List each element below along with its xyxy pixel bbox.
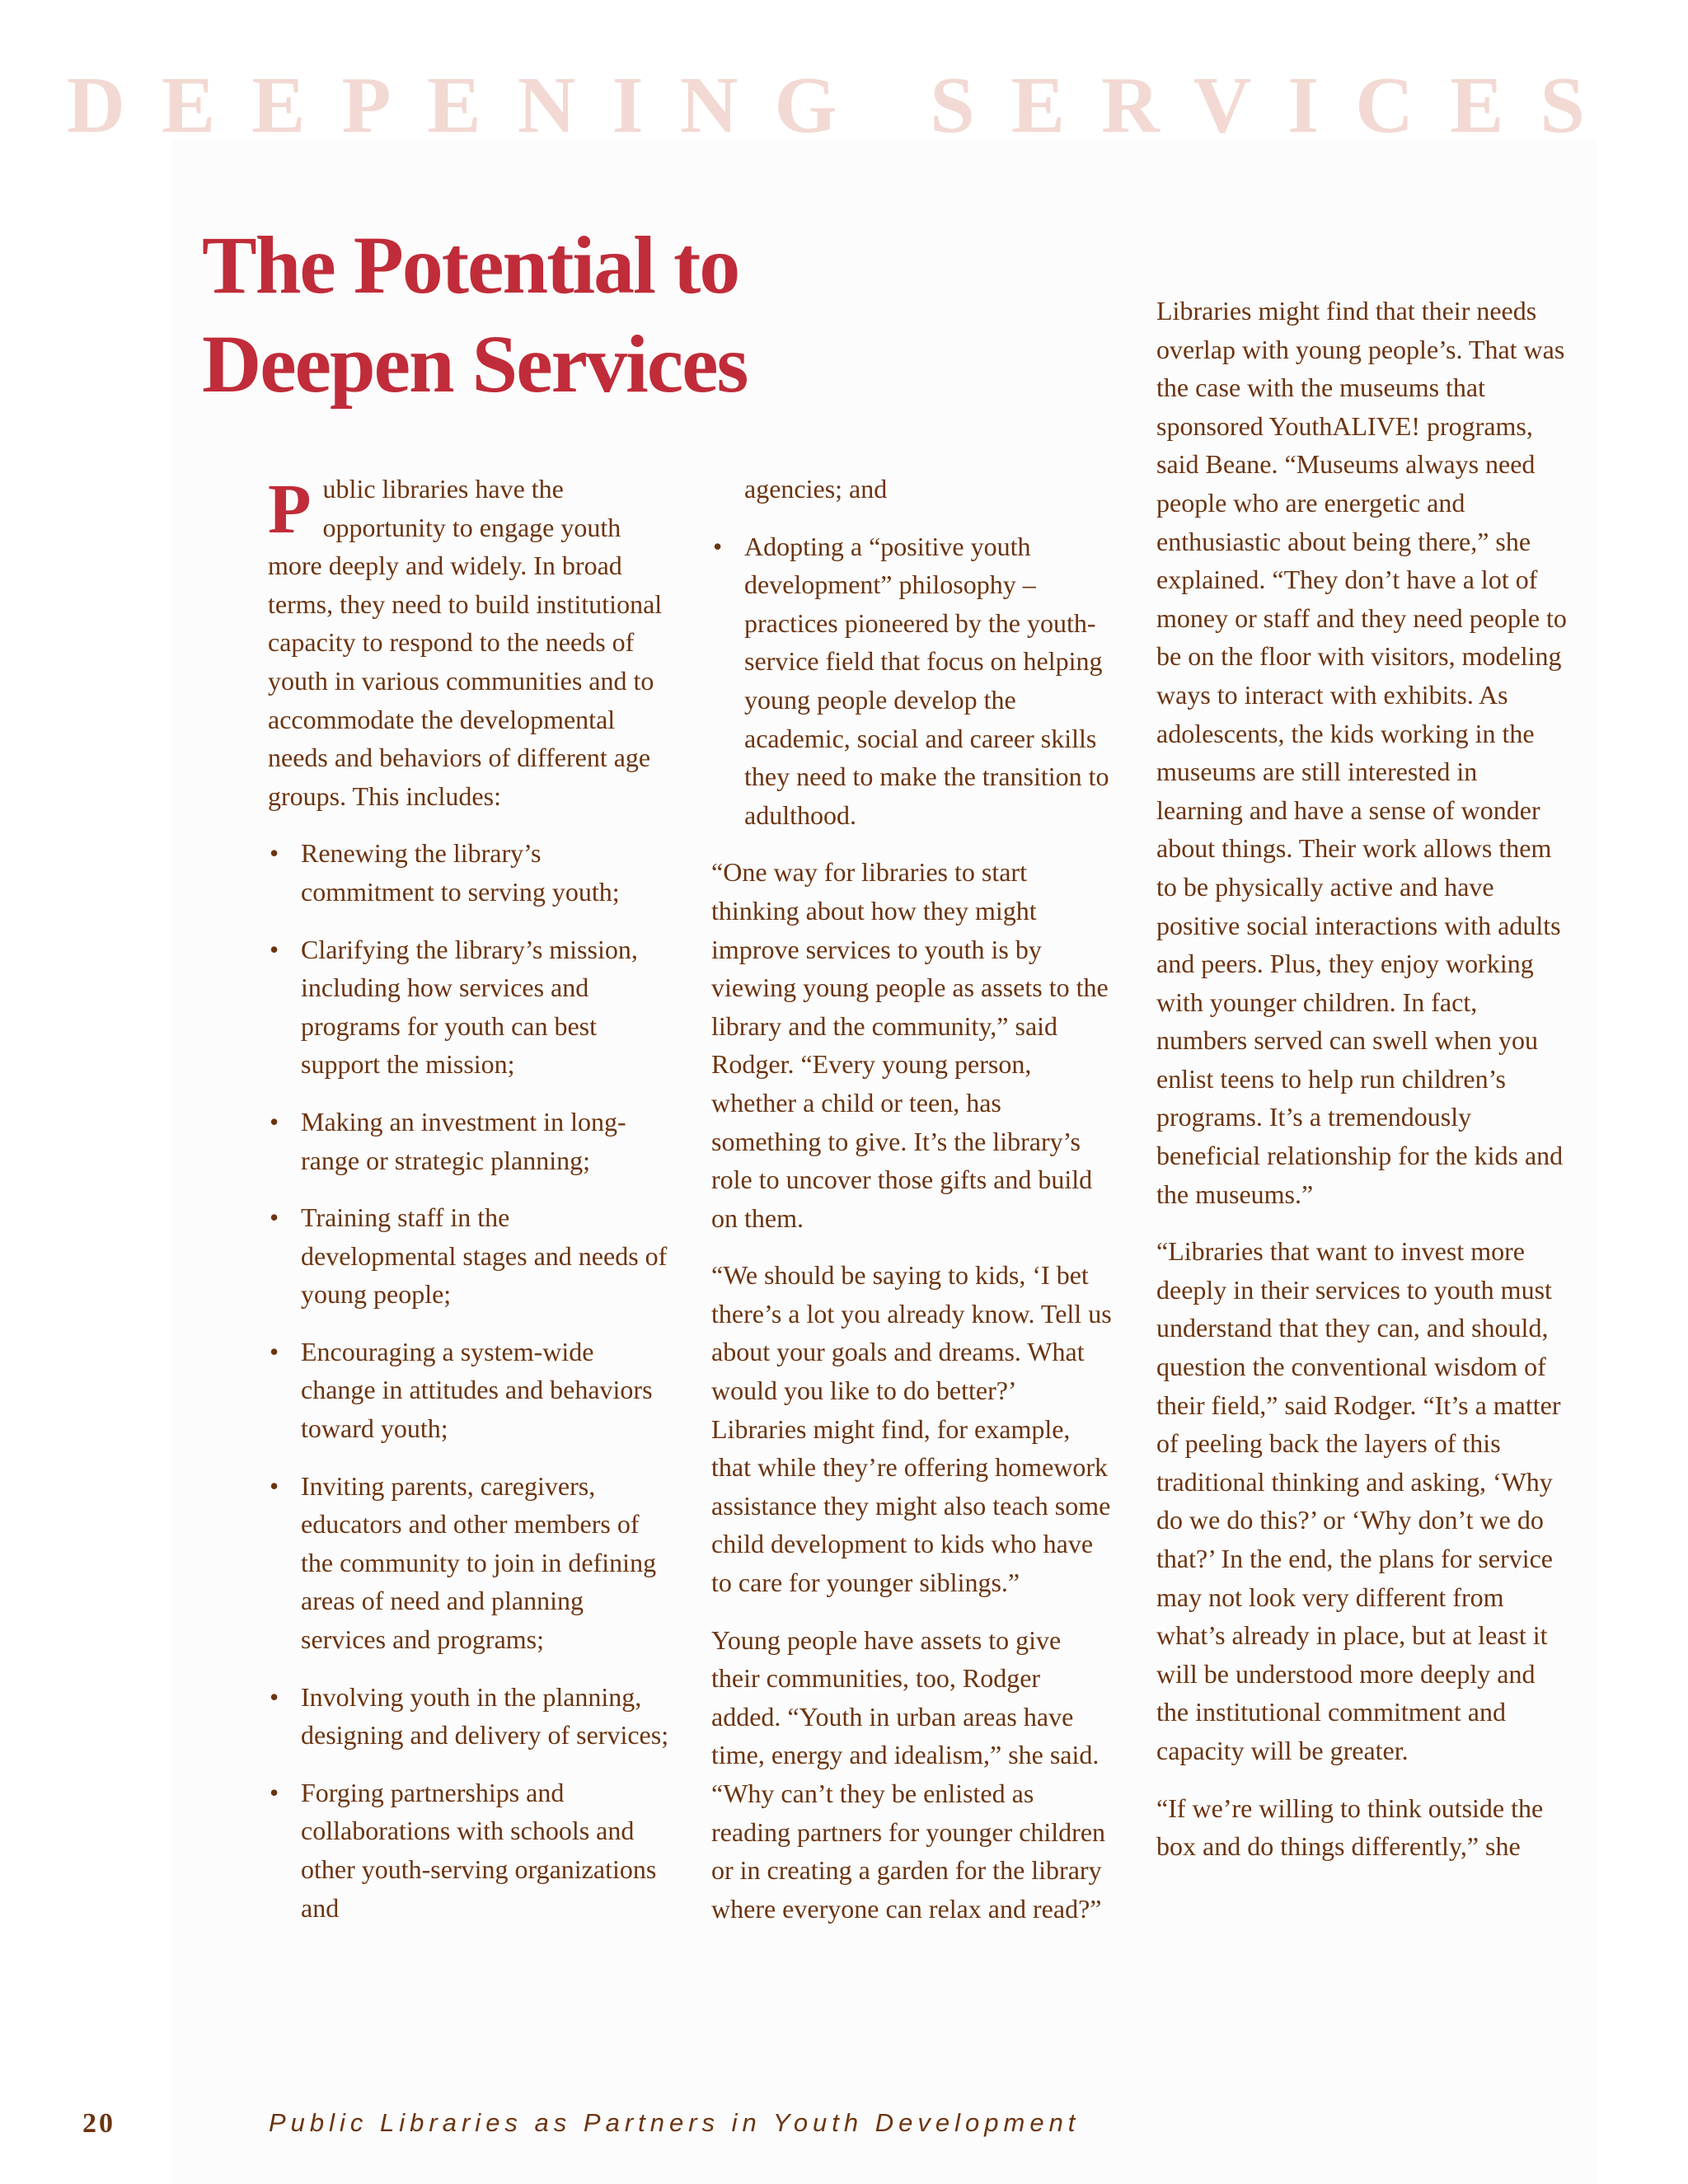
body-paragraph: Libraries might find that their needs overlap with young people’s. That was the case with the museums that sponsored YouthALIVE! programs, said Beane. “Museums always need people who are energetic and enthusiastic about being there,” she explained. “They don’t have a lot of money or staff and they need people to be on the floor with visitors, modeling ways to interact with exhibits. As adolescents, the kids working in the museums are still interested in learning and have a sense of wonder about things. Their work allows them to be physically active and have positive social interactions with adults and peers. Plus, they enjoy working with younger children. In fact, numbers served can swell when you enlist teens to help run children’s programs. It’s a tremendously beneficial relationship for the kids and the museums.” [1156,296,1567,1209]
bullet-icon: • [270,838,279,869]
body-paragraph: “We should be saying to kids, ‘I bet there’s a lot you already know. Tell us about your goals and dreams. What would you like to do better?’ Libraries might find, for example, that while they’re offering homework assistance they might also teach some child development to kids who have to care for younger siblings.” [711,1260,1112,1598]
list-item [268,930,670,1084]
page-title [202,216,944,414]
body-paragraph: “Libraries that want to invest more deeply in their services to youth must understand that they can, and should, question the conventional wisdom of their field,” said Rodger. “It’s a matter of peeling back the layers of this traditional thinking and asking, ‘Why do we do this?’ or ‘Why don’t we do that?’ In the end, the plans for service may not look very different from what’s already in place, but at least it will be understood more deeply and the institutional commitment and capacity will be greater. [1156,1236,1561,1765]
list-item-continuation: agencies; and [744,474,888,504]
intro-paragraph [268,470,670,815]
body-paragraph: “If we’re willing to think outside the box and do things differently,” she [1156,1793,1544,1862]
list-item-text: Training staff in the developmental stages and needs of young people; [301,1202,668,1310]
bullet-list [711,527,1114,835]
column-1 [268,470,670,1946]
bullet-icon: • [270,934,279,964]
list-item [268,1198,670,1314]
list-item [711,527,1114,835]
bullet-list [268,834,670,1927]
list-item-text: Inviting parents, caregivers, educators and other members of the community to join in defining areas of need and planning services and programs; [301,1470,657,1655]
list-item [268,1103,670,1179]
title-line-2: Deepen Services [202,318,748,410]
bullet-icon: • [270,1681,279,1712]
title-line-1: The Potential to [202,219,739,311]
list-item [268,834,670,911]
list-item-text: Adopting a “positive youth development” philosophy – practices pioneered by the youth-service field that focus on helping young people develop the academic, social and career skills they need to make the transition to adulthood. [744,531,1109,830]
bullet-icon: • [270,1202,279,1233]
intro-text: ublic libraries have the opportunity to engage youth more deeply and widely. In broad terms, they need to build institutional capacity to respond to the needs of youth in various communities and to accommodate the developmental needs and behaviors of different age groups. This includes: [268,474,663,811]
footer-publication-title: Public Libraries as Partners in Youth Development [269,2108,1081,2137]
bullet-icon: • [270,1777,279,1807]
bullet-icon: • [270,1106,279,1137]
list-item [268,1774,670,1927]
list-item-text: Encouraging a system-wide change in attitudes and behaviors toward youth; [301,1336,653,1444]
running-head: DEEPENING SERVICES [67,61,1621,150]
bullet-icon: • [270,1470,279,1501]
body-paragraph: Young people have assets to give their communities, too, Rodger added. “Youth in urban areas have time, energy and idealism,” she said. “Why can’t they be enlisted as reading partners for younger children or in creating a garden for the library where everyone can relax and read?” [711,1624,1106,1924]
bullet-icon: • [713,531,723,561]
drop-cap: P [268,469,312,548]
list-item-text: Forging partnerships and collaborations with schools and other youth-serving organizations and [301,1777,657,1923]
body-paragraph: “One way for libraries to start thinking about how they might improve services to youth is by viewing young people as assets to the library and the community,” said Rodger. “Every young person, whether a child or teen, has something to give. It’s the library’s role to uncover those gifts and build on them. [711,857,1109,1233]
page-number: 20 [82,2108,115,2139]
list-item [268,1333,670,1448]
list-item-text: Making an investment in long-range or strategic planning; [301,1106,626,1175]
column-2 [711,470,1114,1947]
list-item-text: Clarifying the library’s mission, including how services and programs for youth can best support the mission; [301,934,638,1080]
list-item-text: Involving youth in the planning, designing and delivery of services; [301,1681,669,1750]
bullet-icon: • [270,1336,279,1366]
list-item [268,1678,670,1755]
list-item-text: Renewing the library’s commitment to serving youth; [301,838,620,907]
column-3 [1156,292,1568,1885]
list-item [268,1467,670,1659]
